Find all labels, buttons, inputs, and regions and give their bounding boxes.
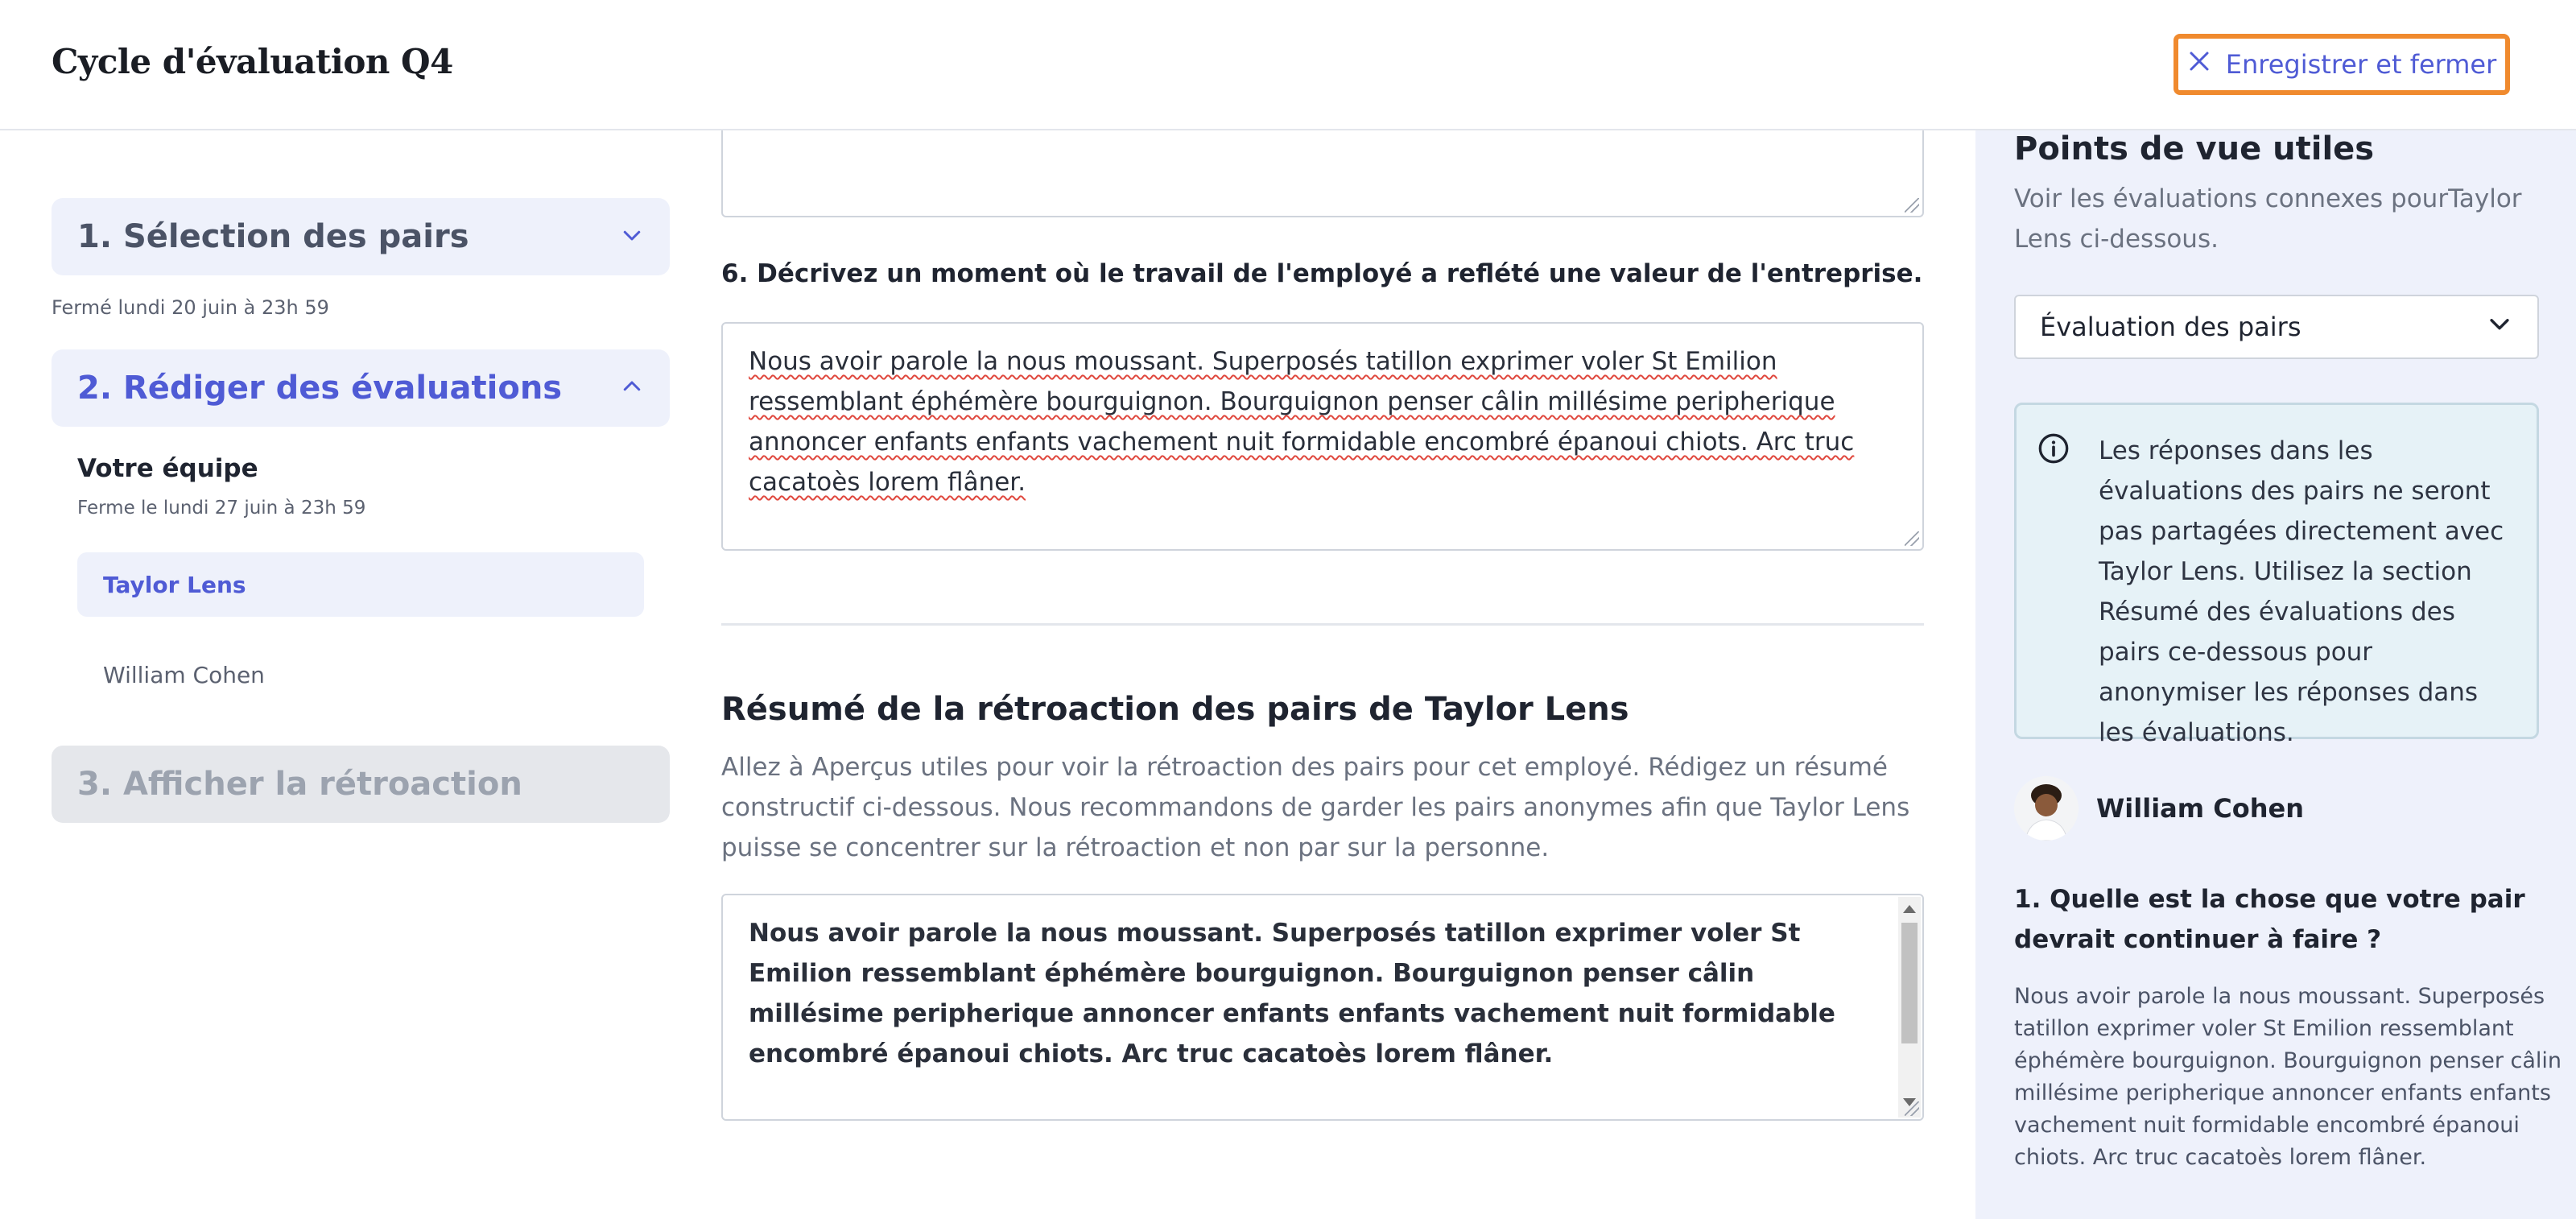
summary-scrollbar[interactable] [1898,897,1921,1118]
section-divider [721,623,1924,626]
avatar [2014,776,2079,841]
privacy-info-text: Les réponses dans les évaluations des pairs ne seront pas partagées directement avec Taylor Lens. Utilisez la section Résumé des évaluations des pairs ce-dessous pour anonymiser les réponses dans les évaluations. [2099,436,2504,747]
insights-description: Voir les évaluations connexes pourTaylor Lens ci-dessous. [2014,184,2522,254]
previous-answer-textarea[interactable] [721,130,1924,217]
step-write-reviews[interactable] [52,349,670,427]
chevron-down-icon [620,218,644,255]
review-type-select[interactable] [2014,295,2539,359]
team-note: Ferme le lundi 27 juin à 23h 59 [77,498,366,519]
insights-title: Points de vue utiles [2014,130,2375,167]
scroll-up-arrow-icon[interactable] [1903,905,1916,913]
page-title: Cycle d'évaluation Q4 [52,42,453,81]
step-peer-selection[interactable] [52,198,670,275]
review-type-selected-value: Évaluation des pairs [2040,312,2301,342]
scrollbar-thumb[interactable] [1901,923,1918,1043]
team-member-william-cohen[interactable]: William Cohen [103,661,265,688]
peer-name: William Cohen [2096,793,2304,824]
summary-description: Allez à Aperçus utiles pour voir la rétroaction des pairs pour cet employé. Rédigez un résumé constructif ci-dessous. Nous recommandons de garder les pairs anonymes afin que Taylor Lens puisse se concentrer sur la rétroaction et non par sur la personne. [721,753,1910,862]
info-icon [2037,432,2070,465]
app-header [0,0,2576,130]
question-6-answer-text: Nous avoir parole la nous moussant. Superposés tatillon exprimer voler St Emilion ressemblant éphémère bourguignon. Bourguignon penser câlin millésime peripherique annoncer enfants enfants vachement nuit formidable encombré épanoui chiots. Arc truc cacatoès lorem flâner. [749,347,1855,497]
peer-review-author [2014,775,2304,842]
privacy-info-box [2014,403,2539,747]
resize-handle[interactable] [1905,198,1919,213]
chevron-down-icon [2486,310,2513,344]
question-6-label: 6. Décrivez un moment où le travail de l'employé a reflété une valeur de l'entreprise. [721,259,1923,288]
question-6-answer-textarea[interactable] [721,322,1924,551]
close-icon [2187,49,2211,80]
summary-textarea[interactable] [721,894,1924,1121]
save-and-close-button[interactable] [2174,34,2510,95]
helpful-insights-panel [1975,130,2576,1219]
summary-text: Nous avoir parole la nous moussant. Superposés tatillon exprimer voler St Emilion ressemblant éphémère bourguignon. Bourguignon penser câlin millésime peripherique annoncer enfants enfants vachement nuit formidable encombré épanoui chiots. Arc truc cacatoès lorem flâner. [749,919,1835,1068]
team-member-taylor-lens[interactable]: Taylor Lens [77,552,644,617]
chevron-up-icon [620,370,644,407]
resize-handle[interactable] [1905,531,1919,546]
team-title: Votre équipe [77,454,258,483]
step-write-reviews-label: 2. Rédiger des évaluations [77,370,563,407]
step-peer-selection-label: 1. Sélection des pairs [77,218,469,255]
step-view-feedback-label: 3. Afficher la rétroaction [77,766,522,803]
save-and-close-label: Enregistrer et fermer [2225,49,2497,80]
resize-handle[interactable] [1905,1101,1919,1116]
peer-answer: Nous avoir parole la nous moussant. Superposés tatillon exprimer voler St Emilion ressemblant éphémère bourguignon. Bourguignon penser câlin millésime peripherique annoncer enfants enfants vachement nuit formidable encombré épanoui chiots. Arc truc cacatoès lorem flâner. [2014,984,2562,1170]
step-view-feedback[interactable] [52,746,670,823]
peer-question: 1. Quelle est la chose que votre pair devrait continuer à faire ? [2014,885,2525,954]
summary-title: Résumé de la rétroaction des pairs de Taylor Lens [721,691,1629,728]
step-peer-selection-note: Fermé lundi 20 juin à 23h 59 [52,296,329,319]
